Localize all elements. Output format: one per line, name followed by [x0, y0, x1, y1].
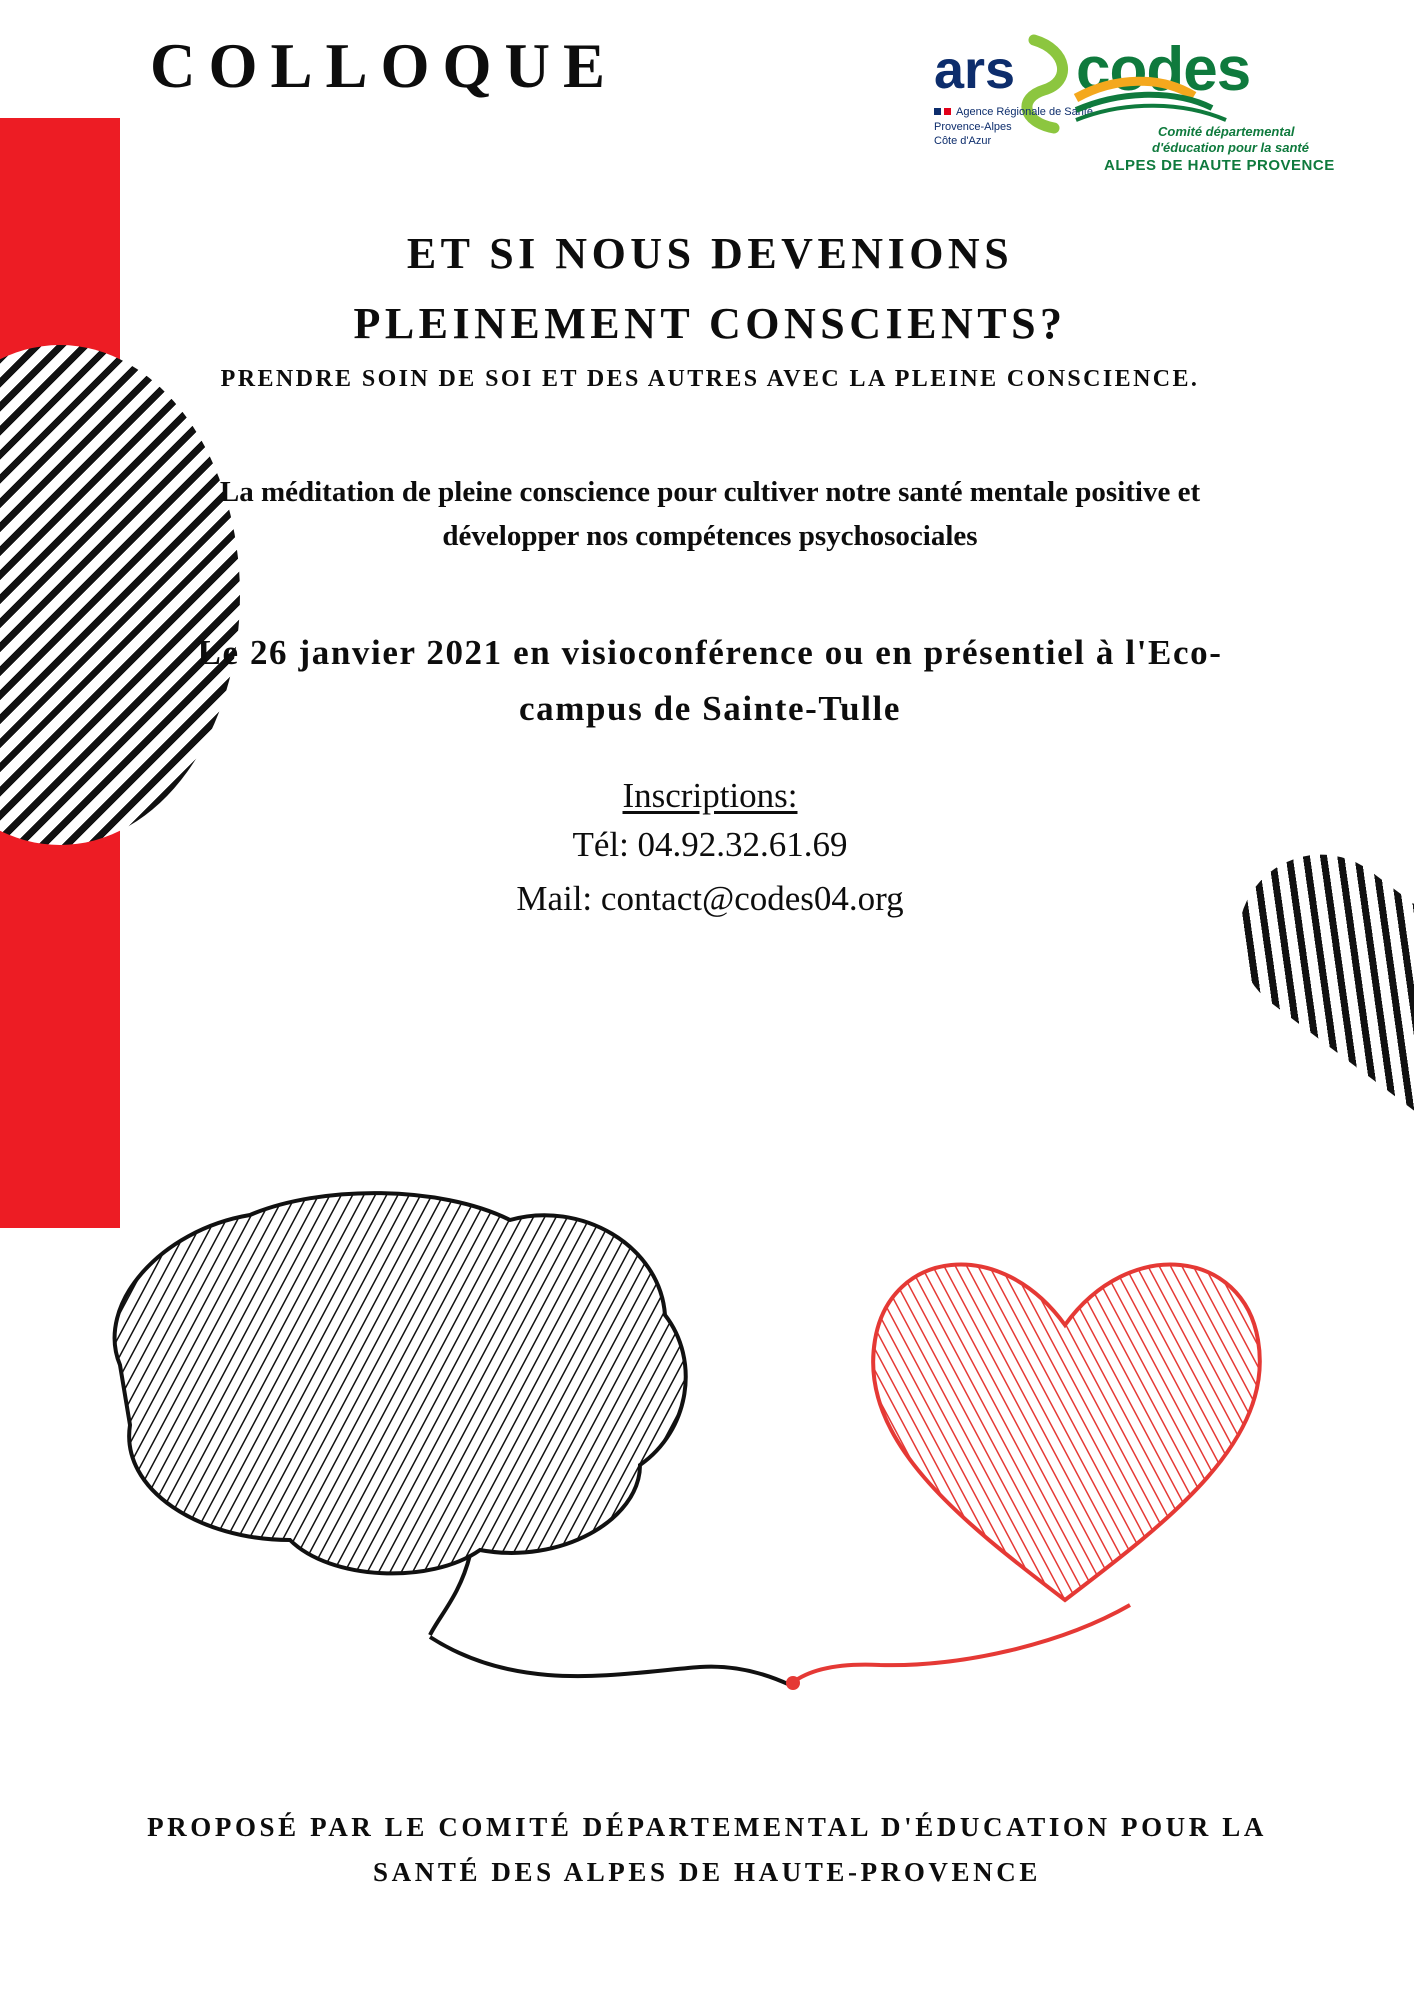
page-title: COLLOQUE: [150, 31, 619, 101]
svg-text:Côte d'Azur: Côte d'Azur: [934, 135, 992, 147]
registration-label: Inscriptions:: [622, 775, 798, 815]
ars-logo: [934, 40, 1093, 147]
svg-text:codes: codes: [1076, 35, 1251, 104]
headline-line-2: PLEINEMENT CONSCIENTS?: [353, 298, 1067, 348]
svg-text:d'éducation pour la santé: d'éducation pour la santé: [1152, 140, 1309, 155]
footer-credit: PROPOSÉ PAR LE COMITÉ DÉPARTEMENTAL D'ÉDUCATION POUR LA SANTÉ DES ALPES DE HAUTE-PROVENCE: [147, 1812, 1267, 1887]
subtitle: PRENDRE SOIN DE SOI ET DES AUTRES AVEC LA PLEINE CONSCIENCE.: [220, 365, 1200, 392]
scribbled-brain: [60, 1175, 760, 1615]
logo-group: [926, 24, 1386, 172]
poster-content: [170, 222, 1250, 923]
date-location: Le 26 janvier 2021 en visioconférence ou en présentiel à l'Eco-campus de Sainte-Tulle: [197, 632, 1223, 729]
description-paragraph: La méditation de pleine conscience pour cultiver notre santé mentale positive et développer nos compétences psychosociales: [219, 476, 1201, 553]
email-address[interactable]: Mail: contact@codes04.org: [516, 878, 904, 918]
svg-text:ars: ars: [934, 40, 1016, 100]
brain-heart-artwork: [0, 1175, 1414, 1785]
headline-line-1: ET SI NOUS DEVENIONS: [406, 229, 1014, 278]
svg-text:ALPES DE HAUTE PROVENCE: ALPES DE HAUTE PROVENCE: [1104, 157, 1335, 172]
svg-text:Agence Régionale de Santé: Agence Régionale de Santé: [956, 106, 1093, 118]
svg-text:Provence-Alpes: Provence-Alpes: [934, 121, 1012, 133]
codes-logo: [1076, 35, 1335, 172]
phone-number[interactable]: Tél: 04.92.32.61.69: [572, 824, 848, 864]
svg-text:Comité départemental: Comité départemental: [1158, 124, 1295, 139]
